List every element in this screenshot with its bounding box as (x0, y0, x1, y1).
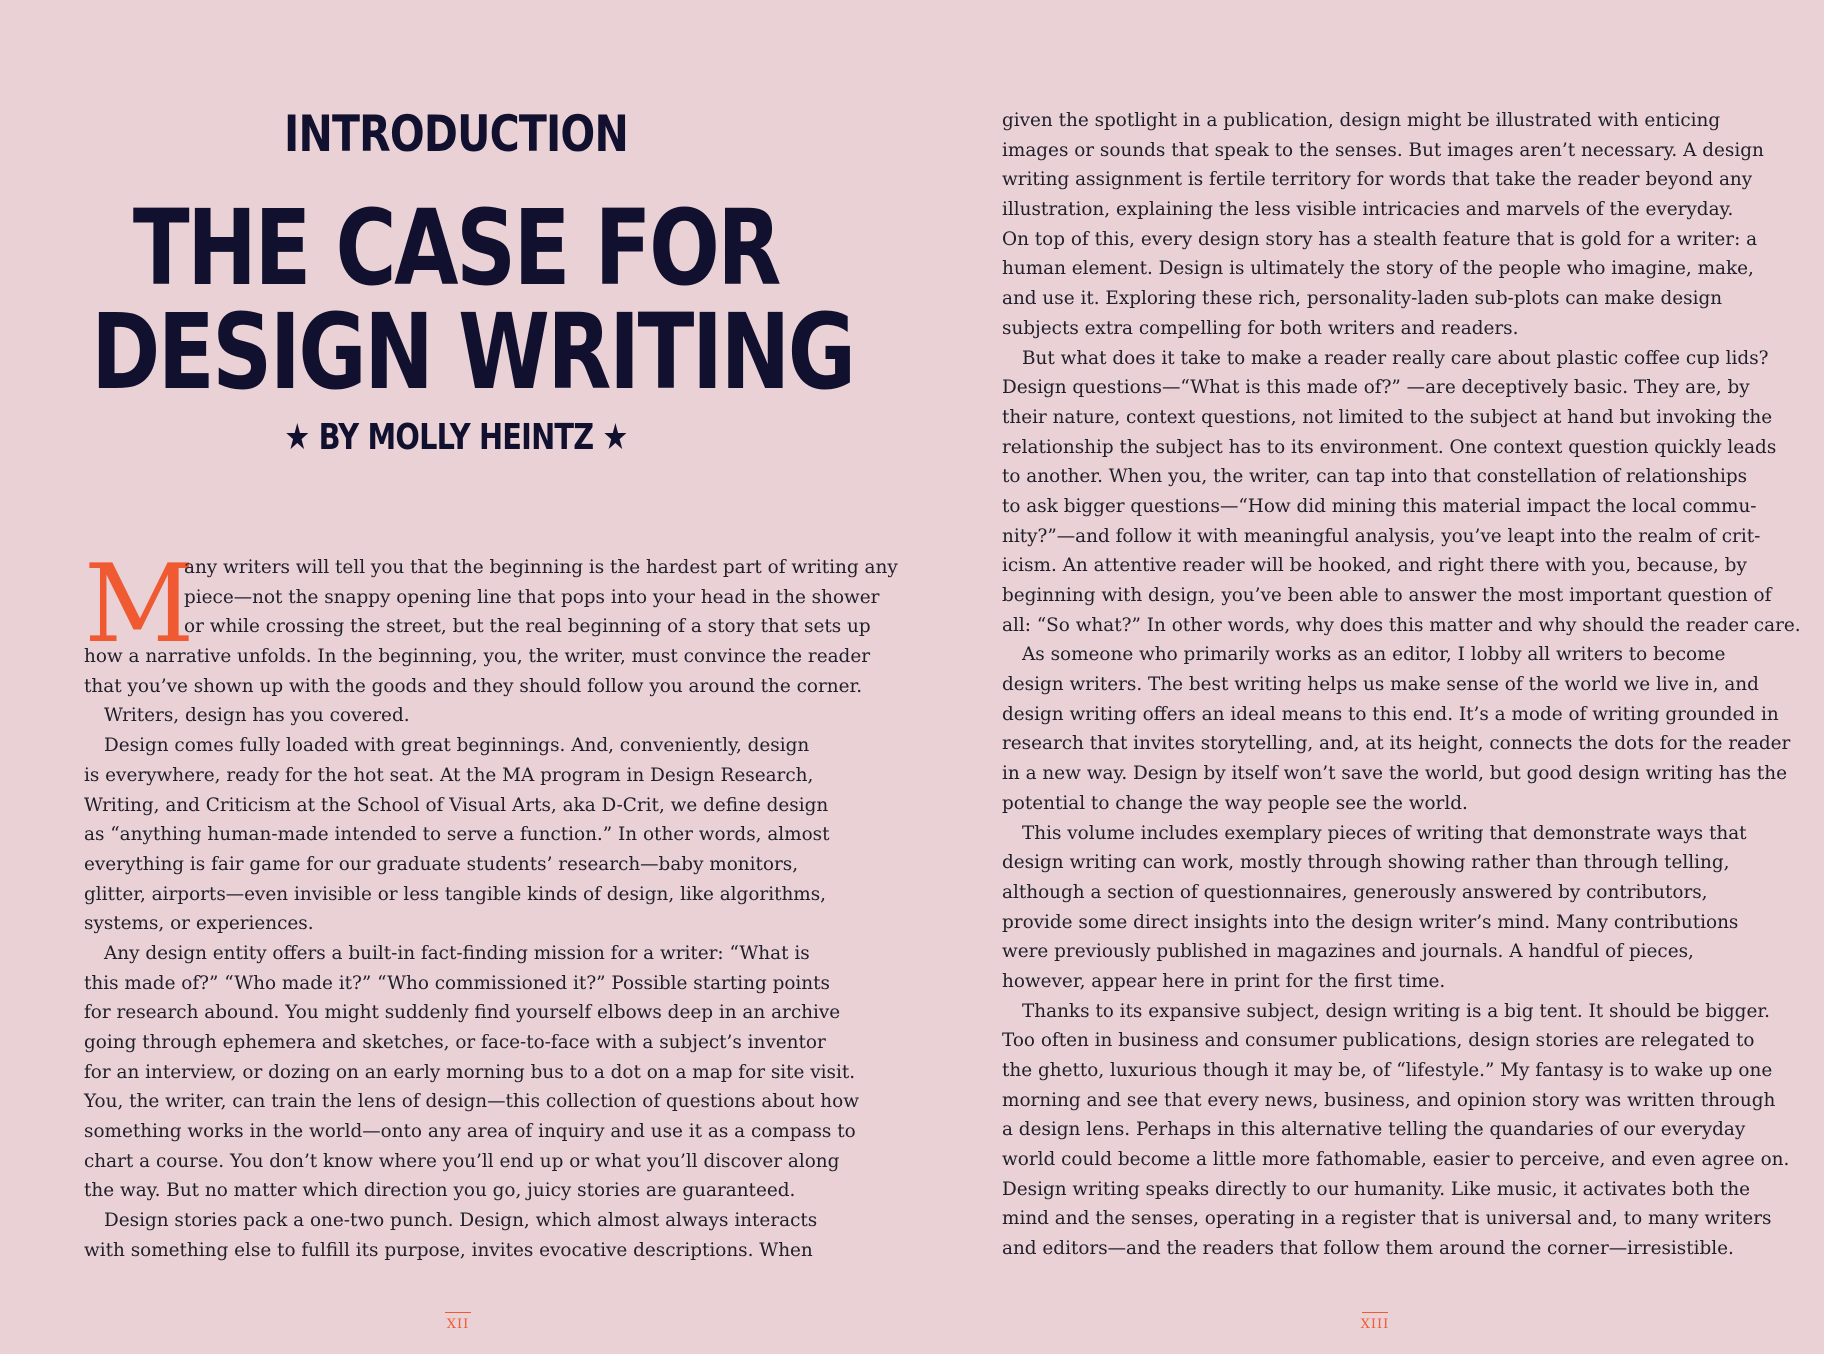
text-line: illustration, explaining the less visible intricacies and marvels of the everyday. (1002, 199, 1734, 221)
text-line: You, the writer, can train the lens of design—this collection of questions about how (84, 1091, 859, 1113)
text-line: all: “So what?” In other words, why does this matter and why should the reader care. (1002, 614, 1801, 636)
drop-cap: M (84, 542, 195, 667)
text-line: that you’ve shown up with the goods and they should follow you around the corner. (84, 675, 863, 697)
text-line: Too often in business and consumer publications, design stories are relegated to (1002, 1030, 1755, 1052)
text-line: and editors—and the readers that follow them around the corner—irresistible. (1002, 1238, 1734, 1260)
folio-rule (445, 1312, 471, 1313)
page-number-right (1345, 1312, 1405, 1333)
text-line: glitter, airports—even invisible or less tangible kinds of design, like algorithms, (84, 883, 827, 905)
text-line: Thanks to its expansive subject, design writing is a big tent. It should be bigger. (1022, 1000, 1770, 1022)
text-line: morning and see that every news, business, and opinion story was written through (1002, 1089, 1776, 1111)
folio-label: XII (446, 1317, 470, 1332)
text-line: images or sounds that speak to the senses. But images aren’t necessary. A design (1002, 139, 1764, 161)
text-line: the way. But no matter which direction you go, juicy stories are guaranteed. (84, 1180, 796, 1202)
text-line: although a section of questionnaires, generously answered by contributors, (1002, 881, 1708, 903)
text-line: chart a course. You don’t know where you’ll end up or what you’ll discover along (84, 1150, 840, 1172)
text-line: Any design entity offers a built-in fact-finding mission for a writer: “What is (104, 942, 810, 964)
section-kicker: INTRODUCTION (284, 105, 628, 163)
text-line: On top of this, every design story has a stealth feature that is gold for a writer: a (1002, 228, 1758, 250)
left-body-text (84, 542, 898, 1266)
text-line: a design lens. Perhaps in this alternative telling the quandaries of our everyday (1002, 1119, 1746, 1141)
text-line: how a narrative unfolds. In the beginning, you, the writer, must convince the reader (84, 646, 871, 668)
chapter-title-line-2: DESIGN WRITING (91, 291, 854, 413)
text-line: given the spotlight in a publication, design might be illustrated with enticing (1002, 110, 1721, 131)
text-line: Design questions—“What is this made of?” —are deceptively basic. They are, by (1002, 377, 1750, 399)
text-line: writing assignment is fertile territory for words that take the reader beyond any (1002, 169, 1753, 191)
text-line: design writing offers an ideal means to this end. It’s a mode of writing grounded in (1002, 703, 1779, 725)
text-line: for research abound. You might suddenly find yourself elbows deep in an archive (84, 1002, 841, 1024)
text-line: to ask bigger questions—“How did mining this material impact the local commu- (1002, 495, 1757, 517)
folio-label: XIII (1360, 1317, 1390, 1332)
text-line: provide some direct insights into the design writer’s mind. Many contributions (1002, 911, 1739, 933)
text-line: in a new way. Design by itself won’t save the world, but good design writing has the (1002, 763, 1787, 785)
text-line: human element. Design is ultimately the story of the people who imagine, make, (1002, 258, 1754, 280)
text-line: nity?”—and follow it with meaningful analysis, you’ve leapt into the realm of crit- (1002, 525, 1761, 547)
text-line: were previously published in magazines and journals. A handful of pieces, (1002, 941, 1694, 963)
right-page (912, 0, 1824, 1354)
text-line: potential to change the way people see the world. (1002, 792, 1468, 814)
text-line: Writing, and Criticism at the School of Visual Arts, aka D-Crit, we define design (84, 794, 829, 816)
text-line: beginning with design, you’ve been able to answer the most important question of (1002, 585, 1772, 606)
folio-rule (1362, 1312, 1388, 1313)
text-line: their nature, context questions, not limited to the subject at hand but invoking the (1002, 406, 1773, 428)
text-line: however, appear here in print for the first time. (1002, 970, 1446, 992)
text-line: as “anything human-made intended to serve a function.” In other words, almost (84, 824, 830, 846)
text-line: Writers, design has you covered. (104, 705, 410, 727)
text-line: Design comes fully loaded with great beginnings. And, conveniently, design (104, 735, 810, 757)
text-line: piece—not the snappy opening line that pops into your head in the shower (184, 586, 880, 608)
text-line: something works in the world—onto any area of inquiry and use it as a compass to (84, 1121, 856, 1143)
text-line: research that invites storytelling, and, at its height, connects the dots for the reader (1002, 733, 1791, 755)
text-line: subjects extra compelling for both writers and readers. (1002, 317, 1519, 339)
text-line: any writers will tell you that the beginning is the hardest part of writing any (184, 557, 898, 578)
chapter-title-line-1: THE CASE FOR (132, 187, 780, 309)
page-number-left (428, 1312, 488, 1333)
text-line: Design stories pack a one-two punch. Design, which almost always interacts (104, 1210, 818, 1232)
text-line: world could become a little more fathomable, easier to perceive, and even agree on. (1002, 1149, 1790, 1171)
text-line: This volume includes exemplary pieces of writing that demonstrate ways that (1022, 822, 1747, 844)
right-body-text (1002, 106, 1801, 1264)
text-line: or while crossing the street, but the real beginning of a story that sets up (184, 616, 871, 638)
text-line: icism. An attentive reader will be hooked, and right there with you, because, by (1002, 555, 1747, 577)
text-line: for an interview, or dozing on an early morning bus to a dot on a map for site visit. (84, 1061, 856, 1083)
text-line: going through ephemera and sketches, or face-to-face with a subject’s inventor (84, 1032, 826, 1053)
text-line: design writers. The best writing helps us make sense of the world we live in, and (1002, 674, 1759, 696)
text-line: and use it. Exploring these rich, personality-laden sub-plots can make design (1002, 288, 1723, 310)
text-line: systems, or experiences. (84, 913, 314, 935)
text-line: mind and the senses, operating in a register that is universal and, to many writers (1002, 1208, 1772, 1230)
text-line: everything is fair game for our graduate students’ research—baby monitors, (84, 853, 799, 875)
chapter-title (91, 187, 854, 413)
text-line: But what does it take to make a reader really care about plastic coffee cup lids? (1022, 347, 1769, 369)
text-line: with something else to fulfill its purpose, invites evocative descriptions. When (84, 1239, 813, 1261)
text-line: As someone who primarily works as an editor, I lobby all writers to become (1022, 644, 1726, 666)
text-line: this made of?” “Who made it?” “Who commissioned it?” Possible starting points (84, 972, 830, 994)
text-line: to another. When you, the writer, can tap into that constellation of relationships (1002, 466, 1748, 488)
text-line: relationship the subject has to its environment. One context question quickly leads (1002, 436, 1777, 458)
text-line: design writing can work, mostly through showing rather than through telling, (1002, 852, 1730, 874)
author-byline: ★ BY MOLLY HEINTZ ★ (284, 417, 628, 458)
text-line: the ghetto, luxurious though it may be, of “lifestyle.” My fantasy is to wake up one (1002, 1060, 1773, 1081)
text-line: Design writing speaks directly to our humanity. Like music, it activates both the (1002, 1178, 1751, 1200)
text-line: is everywhere, ready for the hot seat. At the MA program in Design Research, (84, 764, 814, 786)
